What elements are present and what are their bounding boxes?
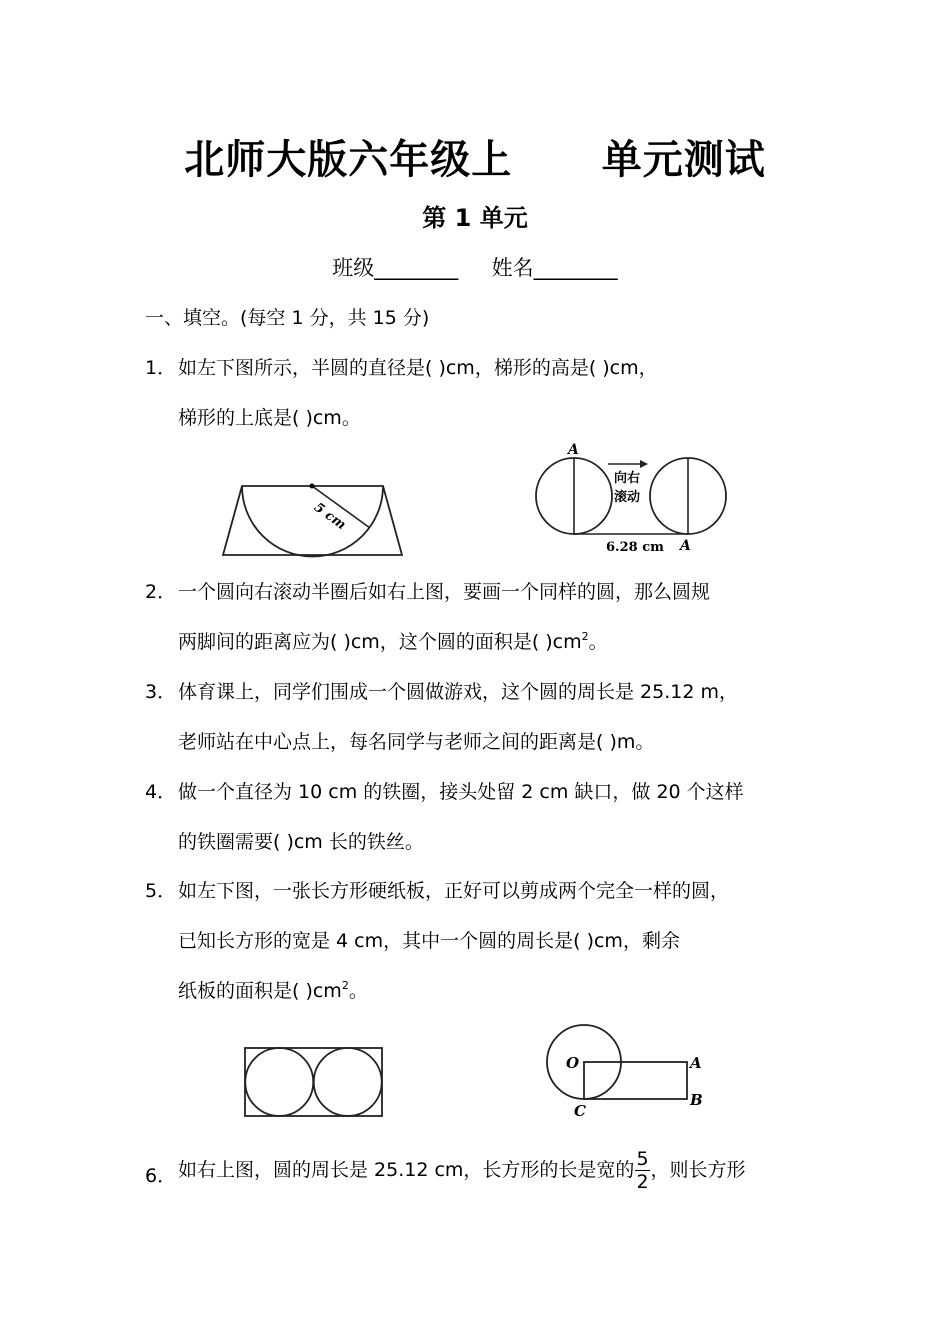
question-5-number: 5． (145, 880, 177, 902)
question-6-number: 6． (145, 1165, 177, 1187)
question-4-line-1: 做一个直径为 10 cm 的铁圈，接头处留 2 cm 缺口，做 20 个这样 (178, 781, 744, 803)
question-3-number: 3． (145, 681, 177, 703)
question-2-line-2-end: 。 (588, 631, 608, 653)
unit-subtitle: 第 1 单元 (422, 204, 528, 232)
question-3-line-1: 体育课上，同学们围成一个圆做游戏，这个圆的周长是 25.12 m， (178, 681, 738, 703)
figure-semicircle-trapezoid (215, 470, 410, 562)
fraction-numerator: 5 (636, 1148, 649, 1170)
figure-circle-rectangle (540, 1020, 715, 1122)
question-1-line-1: 如左下图所示，半圆的直径是( )cm，梯形的高是( )cm， (178, 357, 658, 379)
question-2-line-1: 一个圆向右滚动半圈后如右上图，要画一个同样的圆，那么圆规 (178, 581, 711, 603)
point-a-bottom: A (680, 538, 691, 554)
arrow-label-2: 滚动 (614, 490, 641, 505)
distance-label: 6.28 cm (606, 540, 664, 555)
point-a-top: A (568, 442, 579, 458)
question-5-line-3 (178, 976, 368, 1003)
question-6-line-1 (178, 1148, 746, 1193)
question-2-number: 2． (145, 581, 177, 603)
circle-right (314, 1048, 382, 1116)
figure-two-circles-rectangle (240, 1044, 388, 1120)
arrow-label-1: 向右 (614, 471, 641, 486)
radius-label: 5 cm (310, 500, 349, 533)
fraction-denominator: 2 (636, 1171, 649, 1193)
figure-rolling-circle (530, 438, 730, 558)
student-info-line: 班级________ 姓名________ (332, 256, 618, 280)
point-b: B (690, 1091, 703, 1109)
point-c: C (574, 1102, 586, 1120)
center-point (310, 484, 315, 489)
superscript: 2 (581, 630, 589, 643)
question-2-line-2 (178, 627, 608, 654)
question-4-number: 4． (145, 781, 177, 803)
question-1-number: 1． (145, 357, 177, 379)
superscript: 2 (341, 979, 349, 992)
question-5-line-3-text: 纸板的面积是( )cm (178, 980, 342, 1002)
question-1-line-2: 梯形的上底是( )cm。 (178, 407, 361, 429)
question-2-line-2-text: 两脚间的距离应为( )cm，这个圆的面积是( )cm (178, 631, 582, 653)
question-6-text-b: ，则长方形 (650, 1159, 746, 1181)
section-heading: 一、填空。(每空 1 分，共 15 分) (145, 307, 430, 329)
circle-left (245, 1048, 313, 1116)
arrow-head-icon (640, 460, 648, 468)
rectangle-shape (584, 1062, 687, 1099)
question-3-line-2: 老师站在中心点上，每名同学与老师之间的距离是( )m。 (178, 731, 655, 753)
page-title: 北师大版六年级上 单元测试 (184, 137, 766, 183)
point-o: O (566, 1054, 580, 1072)
question-5-line-3-end: 。 (348, 980, 368, 1002)
question-4-line-2: 的铁圈需要( )cm 长的铁丝。 (178, 831, 424, 853)
question-5-line-2: 已知长方形的宽是 4 cm，其中一个圆的周长是( )cm，剩余 (178, 930, 680, 952)
question-5-line-1: 如左下图，一张长方形硬纸板，正好可以剪成两个完全一样的圆， (178, 880, 730, 902)
question-6-text-a: 如右上图，圆的周长是 25.12 cm，长方形的长是宽的 (178, 1159, 635, 1181)
fraction (635, 1148, 649, 1193)
point-a: A (690, 1054, 702, 1072)
